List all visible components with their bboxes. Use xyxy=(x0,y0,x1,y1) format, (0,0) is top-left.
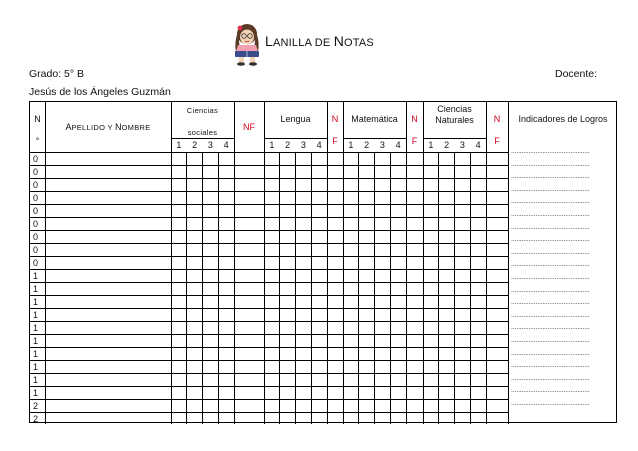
row-number: 0 xyxy=(33,206,39,216)
row-number: 0 xyxy=(33,154,39,164)
period-label: 3 xyxy=(379,140,385,150)
indicator-dotted-line: ............................................. xyxy=(511,350,590,357)
nf-header-sociales: NF xyxy=(243,122,255,132)
indicator-dotted-line: ............................................. xyxy=(511,275,590,281)
row-number: 1 xyxy=(33,362,39,372)
indicator-dotted-line: ............................................. xyxy=(511,224,590,231)
indicator-dotted-line: ............................................. xyxy=(511,300,590,307)
row-number: 1 xyxy=(33,297,39,307)
period-label: 4 xyxy=(223,140,229,150)
teacher-name: Jesús de los Ángeles Guzmán xyxy=(29,86,171,98)
indicator-dotted-line: ............................................. xyxy=(511,161,590,168)
indicator-dotted-line: ............................................. xyxy=(511,199,590,206)
subject-header-lengua: Lengua xyxy=(280,114,311,124)
indicator-dotted-line: ............................................. xyxy=(511,262,590,269)
page-header xyxy=(0,20,638,66)
nf-header-matematica: N F xyxy=(411,114,418,146)
row-number: 1 xyxy=(33,284,39,294)
indicator-dotted-line: ............................................. xyxy=(511,237,590,244)
row-number: 1 xyxy=(33,388,39,398)
grades-table xyxy=(29,101,617,423)
row-number: 0 xyxy=(33,245,39,255)
indicator-dotted-line: ............................................. xyxy=(511,287,590,294)
row-number: 0 xyxy=(33,193,39,203)
row-number: 1 xyxy=(33,375,39,385)
indicator-dotted-line: ............................................. xyxy=(511,338,590,344)
docente-label: Docente: xyxy=(555,68,598,80)
period-label: 1 xyxy=(269,140,275,150)
indicators-header: Indicadores de Logros xyxy=(518,114,608,124)
row-number: 1 xyxy=(33,310,39,320)
period-label: 2 xyxy=(444,140,450,150)
period-label: 3 xyxy=(300,140,306,150)
period-label: 2 xyxy=(192,140,198,150)
row-number: 0 xyxy=(33,258,39,268)
period-label: 4 xyxy=(316,140,322,150)
girl-reading-logo xyxy=(228,20,266,66)
page-title: LANILLA DE NOTAS xyxy=(265,33,374,49)
indicator-dotted-line: ............................................. xyxy=(511,174,590,181)
row-number: 0 xyxy=(33,180,39,190)
row-number: 1 xyxy=(33,349,39,359)
subject-header-matematica: Matemática xyxy=(351,114,398,124)
period-label: 2 xyxy=(285,140,291,150)
row-number: 1 xyxy=(33,336,39,346)
grade-label: Grado: 5° B xyxy=(29,68,84,80)
row-number: 0 xyxy=(33,219,39,229)
row-number: 0 xyxy=(33,232,39,242)
name-column-header: APELLIDO Y NOMBRE xyxy=(65,122,151,132)
period-label: 3 xyxy=(207,140,213,150)
indicator-dotted-line: ............................................. xyxy=(511,212,590,218)
row-number: 2 xyxy=(33,401,39,411)
indicator-dotted-line: ............................................. xyxy=(511,388,590,395)
period-label: 3 xyxy=(459,140,465,150)
indicator-dotted-line: ............................................. xyxy=(511,312,590,319)
indicator-dotted-line: ............................................. xyxy=(511,186,590,193)
period-label: 1 xyxy=(176,140,182,150)
row-number: 2 xyxy=(33,414,39,424)
indicator-dotted-line: ............................................. xyxy=(511,149,590,155)
period-label: 4 xyxy=(475,140,481,150)
row-number: 1 xyxy=(33,271,39,281)
indicator-dotted-line: ............................................. xyxy=(511,249,590,256)
indicator-dotted-line: ............................................. xyxy=(511,363,590,370)
nf-header-naturales: N F xyxy=(493,114,501,146)
period-label: 1 xyxy=(348,140,354,150)
indicator-dotted-line: ............................................. xyxy=(511,325,590,332)
period-label: 4 xyxy=(395,140,401,150)
period-label: 1 xyxy=(428,140,434,150)
indicator-dotted-line: ............................................. xyxy=(511,375,590,382)
indicator-dotted-line: ............................................. xyxy=(511,401,590,407)
period-label: 2 xyxy=(364,140,370,150)
row-number: 0 xyxy=(33,167,39,177)
number-column-header: N ° xyxy=(34,114,41,146)
subject-header-sociales: Ciencias sociales xyxy=(186,106,219,137)
row-number: 1 xyxy=(33,323,39,333)
nf-header-lengua: N F xyxy=(331,114,339,146)
subject-header-naturales: Ciencias Naturales xyxy=(435,104,474,125)
